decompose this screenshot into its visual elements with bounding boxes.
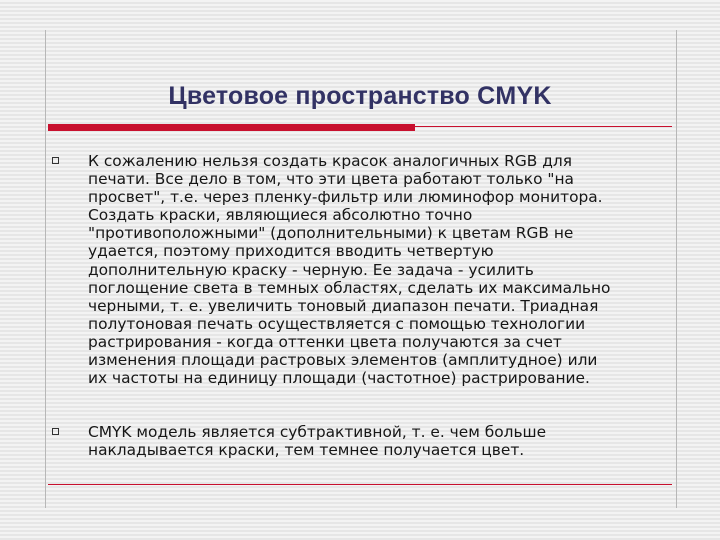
paragraph-line: удается, поэтому приходится вводить четвертую [88,242,494,261]
title-accent-bar [48,124,415,131]
paragraph-line: просвет", т.е. через пленку-фильтр или люминофор монитора. [88,188,603,207]
bottom-divider [48,484,672,485]
bullet-paragraph-1 [88,152,660,387]
slide-title: Цветовое пространство CMYK [168,82,552,110]
paragraph-line: черными, т. е. увеличить тоновый диапазон печати. Триадная [88,296,599,315]
bullet-paragraph-2 [88,423,660,459]
paragraph-line: дополнительную краску - черную. Ее задача - усилить [88,260,534,279]
paragraph-line: печати. Все дело в том, что эти цвета работают только "на [88,170,574,189]
paragraph-line: изменения площади растровых элементов (амплитудное) или [88,351,598,370]
paragraph-line: CMYK модель является субтрактивной, т. е. чем больше [88,423,547,441]
paragraph-line: накладывается краски, тем темнее получается цвет. [88,441,525,460]
paragraph-line: поглощение света в темных областях, сделать их максимально [88,278,611,297]
paragraph-line: К сожалению нельзя создать красок аналогичных RGB для [88,152,572,170]
paragraph-line: "противоположными" (дополнительными) к цветам RGB не [88,224,574,243]
paragraph-line: полутоновая печать осуществляется с помощью технологии [88,314,586,333]
paragraph-line: их частоты на единицу площади (частотное) растрирование. [88,369,590,388]
hollow-square-bullet-icon [52,428,59,435]
paragraph-line: растрирования - когда оттенки цвета получаются за счет [88,332,562,351]
paragraph-line: Создать краски, являющиеся абсолютно точно [88,206,473,225]
hollow-square-bullet-icon [52,157,59,164]
